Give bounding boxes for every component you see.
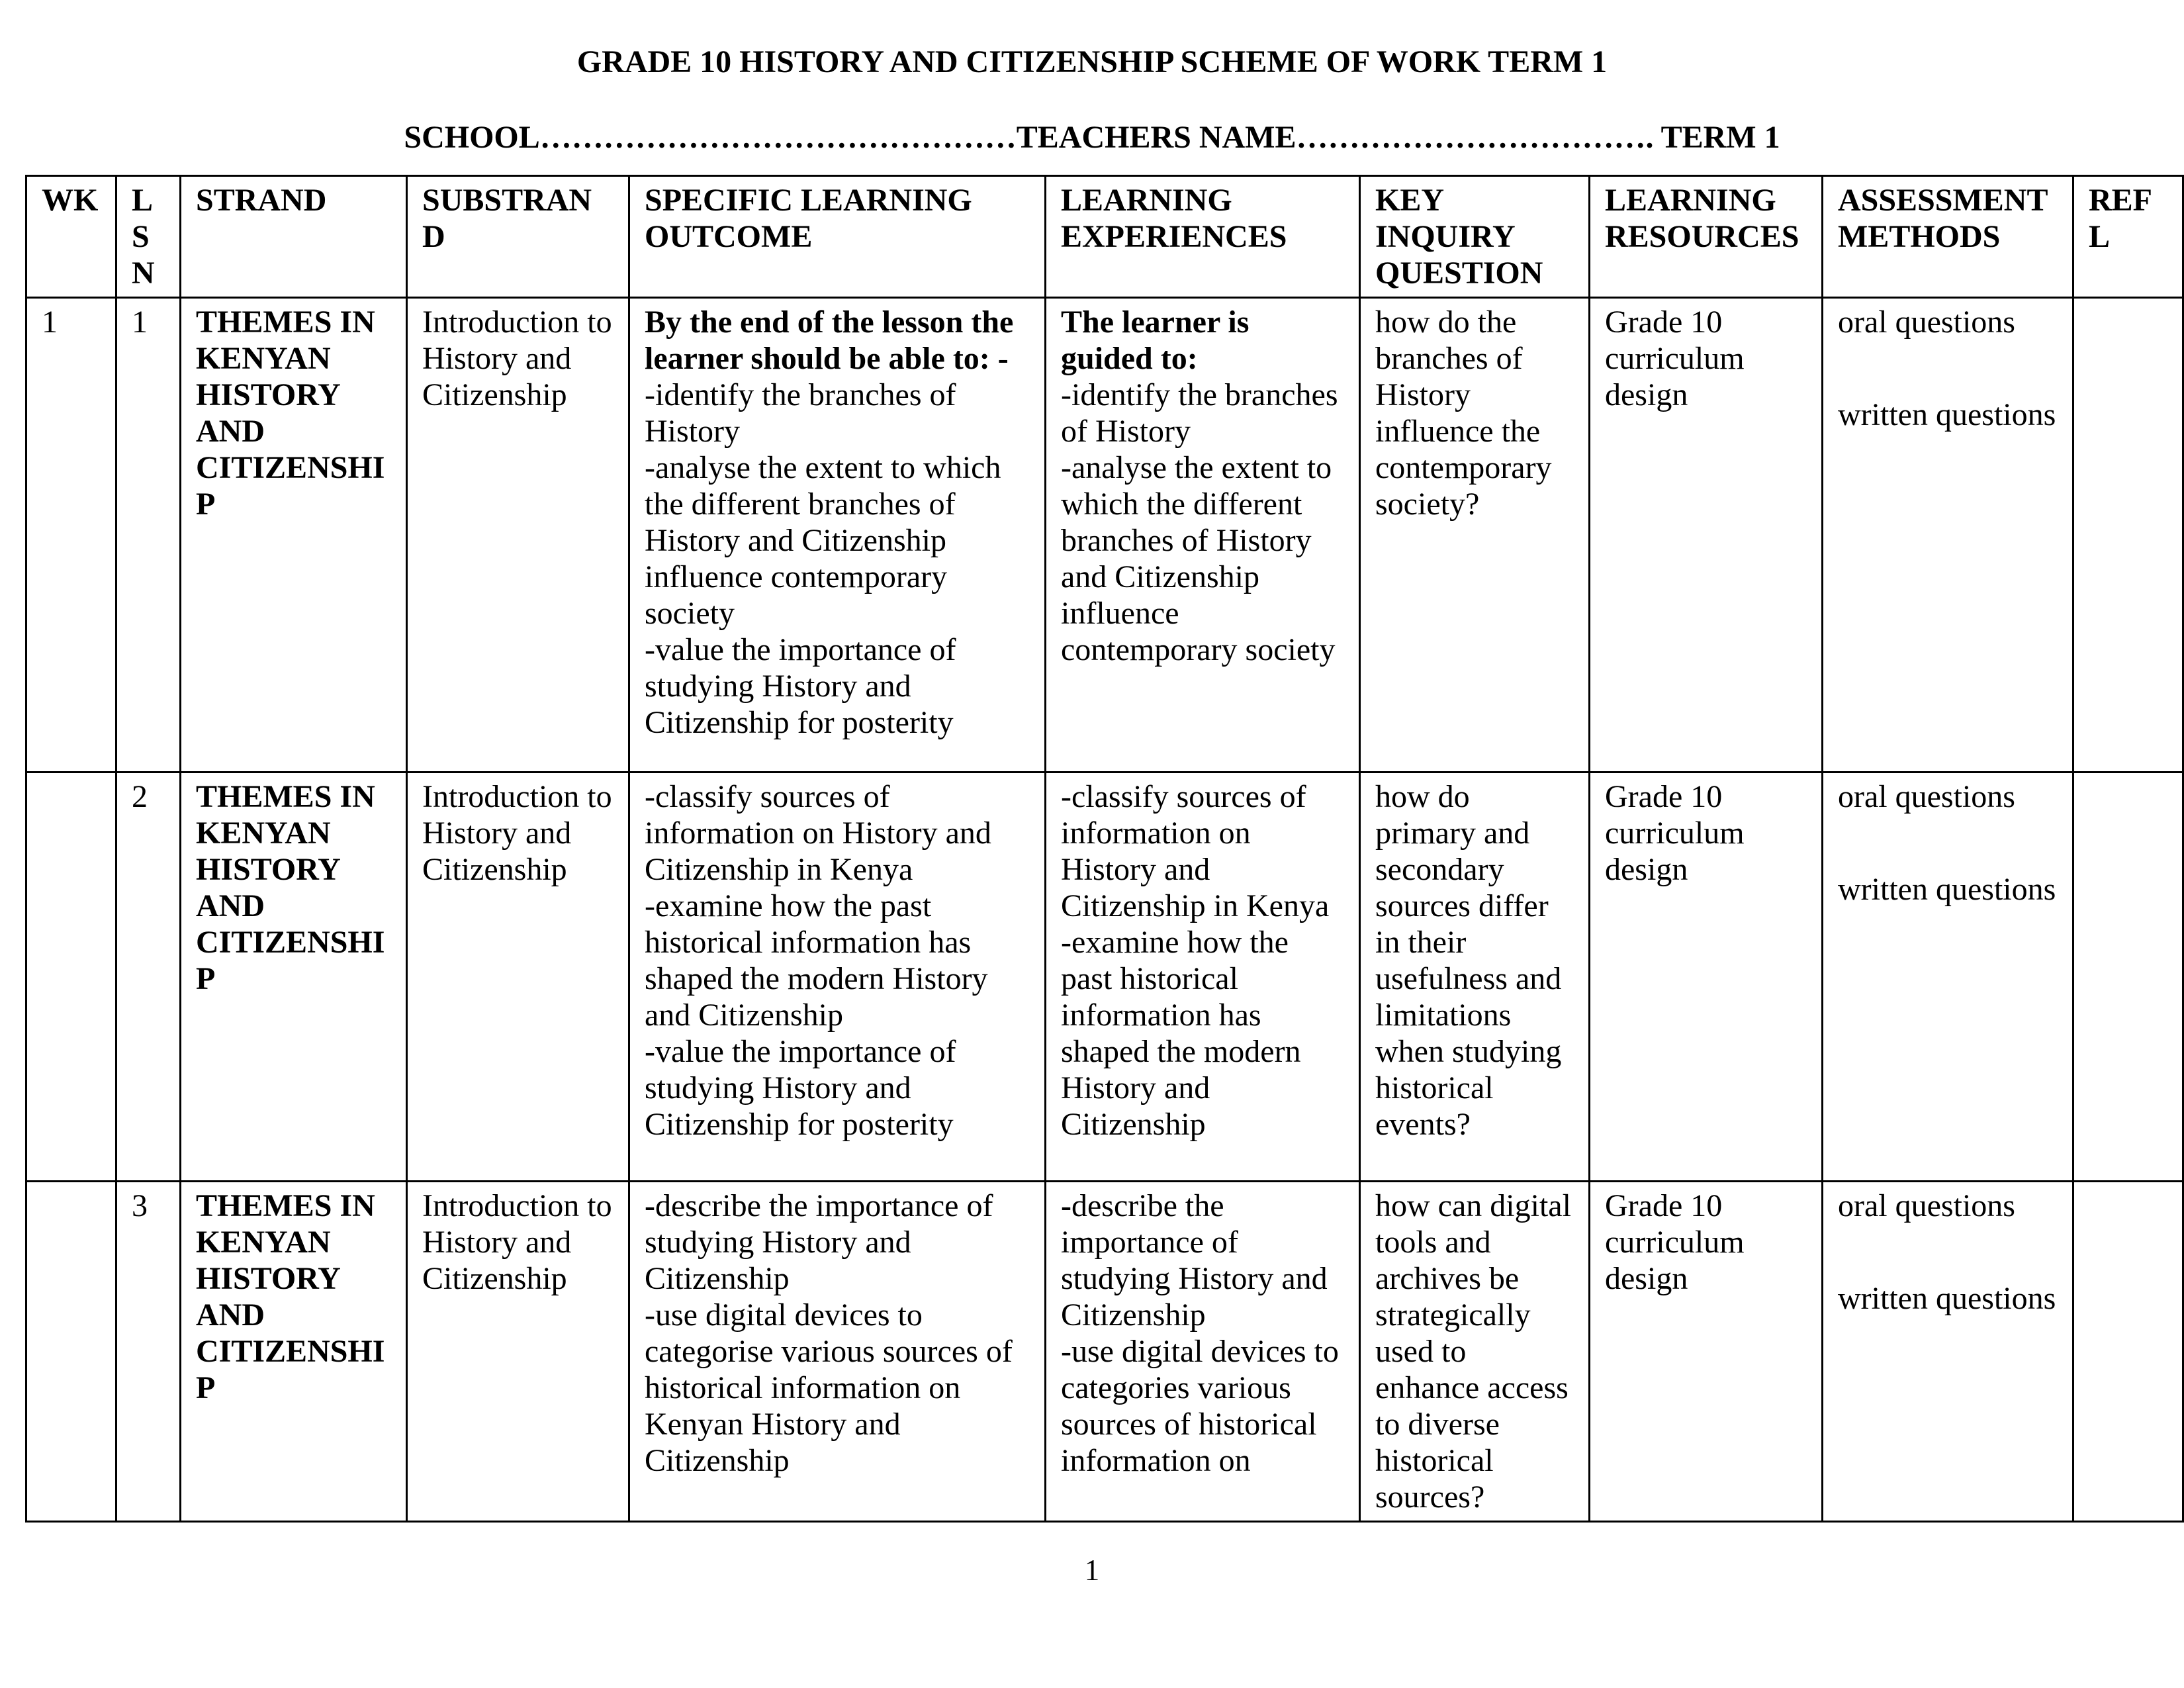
cell-paragraph: Introduction to History and Citizenship xyxy=(422,779,612,887)
cell-learning-experiences xyxy=(1046,773,1360,1182)
cell-paragraph: THEMES IN KENYAN HISTORY AND CITIZENSHIP xyxy=(196,1188,385,1405)
cell-paragraph: -analyse the extent to which the different branches of History and Citizenship influence contemporary society xyxy=(645,450,1001,631)
column-header-strand: STRAND xyxy=(181,176,407,298)
column-header-refl: REFL xyxy=(2073,176,2183,298)
document-title: GRADE 10 HISTORY AND CITIZENSHIP SCHEME OF WORK TERM 1 xyxy=(576,44,1608,79)
cell-specific-learning-outcome xyxy=(629,773,1046,1182)
cell-paragraph: 1 xyxy=(42,305,58,340)
cell-paragraph xyxy=(1838,1224,2056,1280)
cell-paragraph: Grade 10 curriculum design xyxy=(1605,305,1745,412)
cell-paragraph: how do primary and secondary sources differ in their usefulness and limitations when studying historical events? xyxy=(1375,779,1562,1142)
column-header-assessment-methods: ASSESSMENT METHODS xyxy=(1823,176,2073,298)
cell-paragraph: -analyse the extent to which the different branches of History and Citizenship influence contemporary society xyxy=(1061,450,1336,667)
column-header-wk: WK xyxy=(26,176,116,298)
cell-substrand xyxy=(407,298,629,773)
cell-paragraph: The learner is guided to: xyxy=(1061,305,1250,376)
column-header-learning-resources: LEARNING RESOURCES xyxy=(1590,176,1823,298)
column-header-key-inquiry-question: KEY INQUIRY QUESTION xyxy=(1360,176,1590,298)
cell-learning-resources xyxy=(1590,298,1823,773)
column-header-learning-experiences: LEARNING EXPERIENCES xyxy=(1046,176,1360,298)
cell-paragraph: Grade 10 curriculum design xyxy=(1605,779,1745,887)
cell-refl xyxy=(2073,298,2183,773)
cell-paragraph: 1 xyxy=(132,305,148,340)
cell-lsn xyxy=(116,298,181,773)
cell-paragraph: written questions xyxy=(1838,1281,2056,1316)
cell-paragraph: -value the importance of studying History and Citizenship for posterity xyxy=(645,632,956,740)
cell-paragraph: written questions xyxy=(1838,397,2056,432)
cell-key-inquiry-question xyxy=(1360,1182,1590,1522)
cell-paragraph xyxy=(1838,815,2056,871)
cell-paragraph: -use digital devices to categories various sources of historical information on xyxy=(1061,1334,1339,1478)
cell-wk xyxy=(26,773,116,1182)
column-header-substrand: SUBSTRAND xyxy=(407,176,629,298)
cell-lsn xyxy=(116,773,181,1182)
cell-refl xyxy=(2073,773,2183,1182)
cell-paragraph: -examine how the past historical information has shaped the modern History and Citizenship xyxy=(1061,925,1301,1142)
cell-paragraph: -identify the branches of History xyxy=(1061,377,1338,449)
column-header-specific-learning-outcome: SPECIFIC LEARNING OUTCOME xyxy=(629,176,1046,298)
cell-paragraph: how can digital tools and archives be strategically used to enhance access to diverse historical sources? xyxy=(1375,1188,1571,1515)
cell-paragraph: oral questions xyxy=(1838,1188,2015,1223)
cell-paragraph: -classify sources of information on History and Citizenship in Kenya xyxy=(645,779,991,887)
cell-key-inquiry-question xyxy=(1360,298,1590,773)
cell-paragraph: THEMES IN KENYAN HISTORY AND CITIZENSHIP xyxy=(196,779,385,996)
cell-strand xyxy=(181,1182,407,1522)
cell-strand xyxy=(181,298,407,773)
scheme-of-work-table xyxy=(25,175,2184,1523)
table-header-row xyxy=(26,176,2183,298)
cell-assessment-methods xyxy=(1823,1182,2073,1522)
column-header-lsn: LSN xyxy=(116,176,181,298)
cell-paragraph: -describe the importance of studying History and Citizenship xyxy=(1061,1188,1328,1333)
cell-assessment-methods xyxy=(1823,773,2073,1182)
page-number: 1 xyxy=(1084,1554,1100,1587)
cell-refl xyxy=(2073,1182,2183,1522)
cell-strand xyxy=(181,773,407,1182)
cell-paragraph: 3 xyxy=(132,1188,148,1223)
cell-specific-learning-outcome xyxy=(629,1182,1046,1522)
cell-paragraph: Introduction to History and Citizenship xyxy=(422,1188,612,1296)
school-teacher-term-line: SCHOOL………………………………………TEACHERS NAME……………………………. TERM 1 xyxy=(404,120,1780,155)
cell-paragraph: -use digital devices to categorise various sources of historical information on Kenyan History and Citizenship xyxy=(645,1297,1013,1478)
cell-paragraph: Grade 10 curriculum design xyxy=(1605,1188,1745,1296)
cell-paragraph: written questions xyxy=(1838,872,2056,907)
cell-key-inquiry-question xyxy=(1360,773,1590,1182)
cell-paragraph: how do the branches of History influence the contemporary society? xyxy=(1375,305,1552,522)
cell-learning-experiences xyxy=(1046,1182,1360,1522)
cell-substrand xyxy=(407,773,629,1182)
cell-wk xyxy=(26,298,116,773)
cell-paragraph xyxy=(1838,340,2056,397)
cell-paragraph: -identify the branches of History xyxy=(645,377,956,449)
table-row xyxy=(26,298,2183,773)
cell-paragraph: -describe the importance of studying History and Citizenship xyxy=(645,1188,993,1296)
cell-paragraph: oral questions xyxy=(1838,305,2015,340)
cell-paragraph: oral questions xyxy=(1838,779,2015,814)
cell-paragraph: Introduction to History and Citizenship xyxy=(422,305,612,412)
cell-paragraph: -classify sources of information on History and Citizenship in Kenya xyxy=(1061,779,1330,923)
cell-assessment-methods xyxy=(1823,298,2073,773)
cell-paragraph: -value the importance of studying History and Citizenship for posterity xyxy=(645,1034,956,1142)
cell-wk xyxy=(26,1182,116,1522)
cell-learning-experiences xyxy=(1046,298,1360,773)
table-row xyxy=(26,1182,2183,1522)
cell-paragraph: -examine how the past historical information has shaped the modern History and Citizenship xyxy=(645,888,988,1033)
cell-paragraph: THEMES IN KENYAN HISTORY AND CITIZENSHIP xyxy=(196,305,385,522)
cell-substrand xyxy=(407,1182,629,1522)
cell-lsn xyxy=(116,1182,181,1522)
cell-paragraph: 2 xyxy=(132,779,148,814)
table-row xyxy=(26,773,2183,1182)
cell-learning-resources xyxy=(1590,773,1823,1182)
cell-specific-learning-outcome xyxy=(629,298,1046,773)
cell-learning-resources xyxy=(1590,1182,1823,1522)
cell-paragraph: By the end of the lesson the learner should be able to: - xyxy=(645,305,1014,376)
